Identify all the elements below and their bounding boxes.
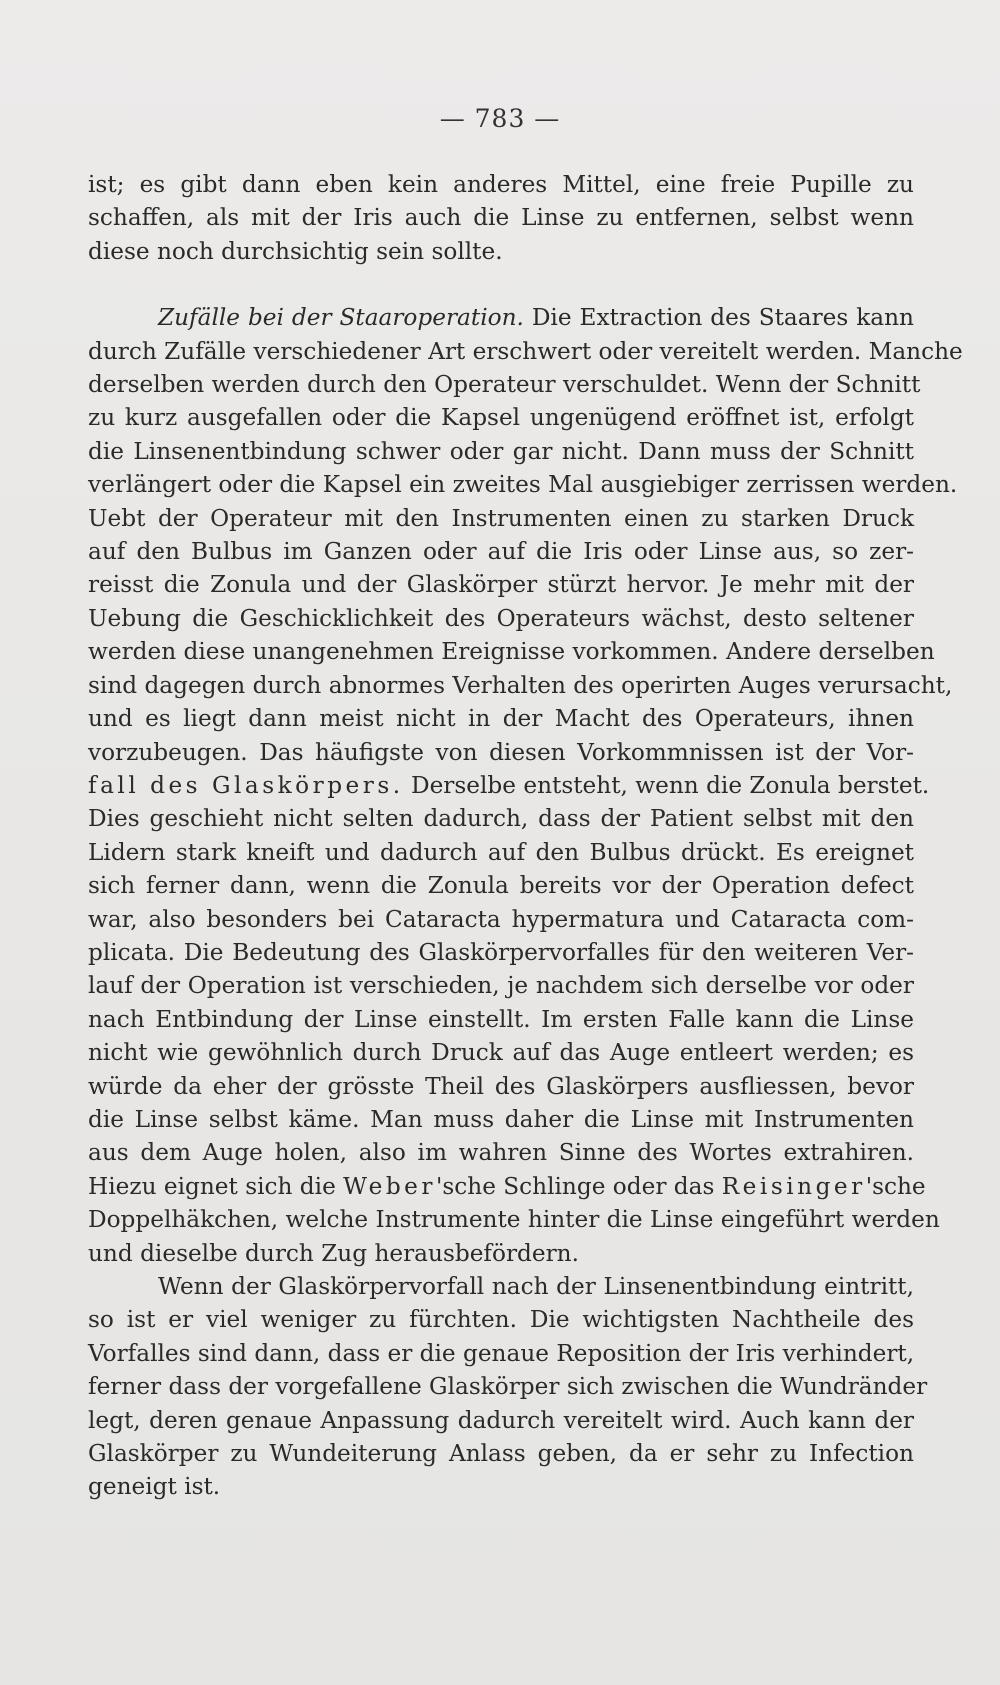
spaced-name: Reisinger [721, 1172, 866, 1200]
text-line: reisst die Zonula und der Glaskörper stürzt hervor. Je mehr mit der [88, 571, 914, 599]
text-line: und es liegt dann meist nicht in der Macht des Operateurs, ihnen [88, 705, 914, 733]
text-line: zu kurz ausgefallen oder die Kapsel ungenügend eröffnet ist, erfolgt [88, 404, 914, 432]
text-line: geneigt ist. [88, 1473, 221, 1501]
text-line: war, also besonders bei Cataracta hypermatura und Cataracta com- [88, 905, 914, 933]
text-line [88, 1170, 926, 1203]
text-line: Vorfalles sind dann, dass er die genaue Reposition der Iris verhindert, [88, 1339, 915, 1367]
text-fragment: Hiezu eignet sich die [88, 1172, 344, 1200]
text-line [88, 301, 914, 334]
text-line: und dieselbe durch Zug herausbefördern. [88, 1239, 579, 1267]
spaced-name: Weber [343, 1172, 436, 1200]
text-fragment: 'sche [865, 1172, 926, 1200]
text-line: legt, deren genaue Anpassung dadurch vereitelt wird. Auch kann der [88, 1406, 914, 1434]
text-line: schaffen, als mit der Iris auch die Linse zu entfernen, selbst wenn [88, 204, 914, 232]
paragraph-1 [88, 168, 914, 268]
text-line: plicata. Die Bedeutung des Glaskörpervorfalles für den weiteren Ver- [88, 938, 914, 966]
paragraph-3 [88, 1270, 928, 1504]
text-line: durch Zufälle verschiedener Art erschwert oder vereitelt werden. Manche [88, 337, 963, 365]
text-line: Doppelhäkchen, welche Instrumente hinter die Linse eingeführt werden [88, 1206, 940, 1234]
text-line: Wenn der Glaskörpervorfall nach der Linsenentbindung eintritt, [158, 1273, 914, 1300]
text-line: ist; es gibt dann eben kein anderes Mittel, eine freie Pupille zu [88, 171, 914, 198]
section-heading: Zufälle bei der Staaroperation. [158, 304, 524, 332]
text-line [88, 769, 930, 802]
text-fragment: Derselbe entsteht, wenn die Zonula berstet. [403, 771, 930, 799]
text-line: diese noch durchsichtig sein sollte. [88, 237, 503, 265]
text-line: werden diese unangenehmen Ereignisse vorkommen. Andere derselben [88, 638, 935, 666]
text-line: so ist er viel weniger zu fürchten. Die wichtigsten Nachtheile des [88, 1306, 914, 1334]
text-line: verlängert oder die Kapsel ein zweites Mal ausgiebiger zerrissen werden. [88, 471, 958, 499]
text-line: sich ferner dann, wenn die Zonula bereits vor der Operation defect [88, 872, 914, 900]
text-line: aus dem Auge holen, also im wahren Sinne des Wortes extrahiren. [88, 1139, 914, 1167]
paragraph-2 [88, 301, 963, 1270]
text-line: vorzubeugen. Das häufigste von diesen Vorkommnissen ist der Vor- [88, 738, 914, 766]
text-line: nach Entbindung der Linse einstellt. Im ersten Falle kann die Linse [88, 1005, 914, 1033]
text-line: Glaskörper zu Wundeiterung Anlass geben, da er sehr zu Infection [88, 1440, 914, 1468]
text-line: auf den Bulbus im Ganzen oder auf die Iris oder Linse aus, so zer- [88, 538, 914, 566]
text-line: lauf der Operation ist verschieden, je nachdem sich derselbe vor oder [88, 972, 914, 1000]
text-line: Dies geschieht nicht selten dadurch, dass der Patient selbst mit den [88, 805, 914, 833]
text-fragment: Die Extraction des Staares kann [523, 304, 914, 332]
text-line: Uebt der Operateur mit den Instrumenten einen zu starken Druck [88, 504, 914, 532]
text-line: sind dagegen durch abnormes Verhalten des operirten Auges verursacht, [88, 671, 953, 699]
text-line: nicht wie gewöhnlich durch Druck auf das Auge entleert werden; es [88, 1039, 914, 1067]
text-line: die Linse selbst käme. Man muss daher die Linse mit Instrumenten [88, 1105, 914, 1133]
text-fragment: 'sche Schlinge oder das [436, 1172, 722, 1200]
text-line: würde da eher der grösste Theil des Glaskörpers ausfliessen, bevor [88, 1072, 914, 1100]
text-line: Uebung die Geschicklichkeit des Operateurs wächst, desto seltener [88, 604, 914, 632]
text-line: die Linsenentbindung schwer oder gar nicht. Dann muss der Schnitt [88, 437, 914, 465]
body-text [88, 168, 963, 1504]
spaced-term: fall des Glaskörpers. [88, 771, 404, 799]
text-line: Lidern stark kneift und dadurch auf den Bulbus drückt. Es ereignet [88, 838, 914, 866]
text-line: ferner dass der vorgefallene Glaskörper sich zwischen die Wundränder [88, 1373, 928, 1401]
page-number: — 783 — [439, 104, 561, 133]
text-line: derselben werden durch den Operateur verschuldet. Wenn der Schnitt [88, 371, 921, 399]
